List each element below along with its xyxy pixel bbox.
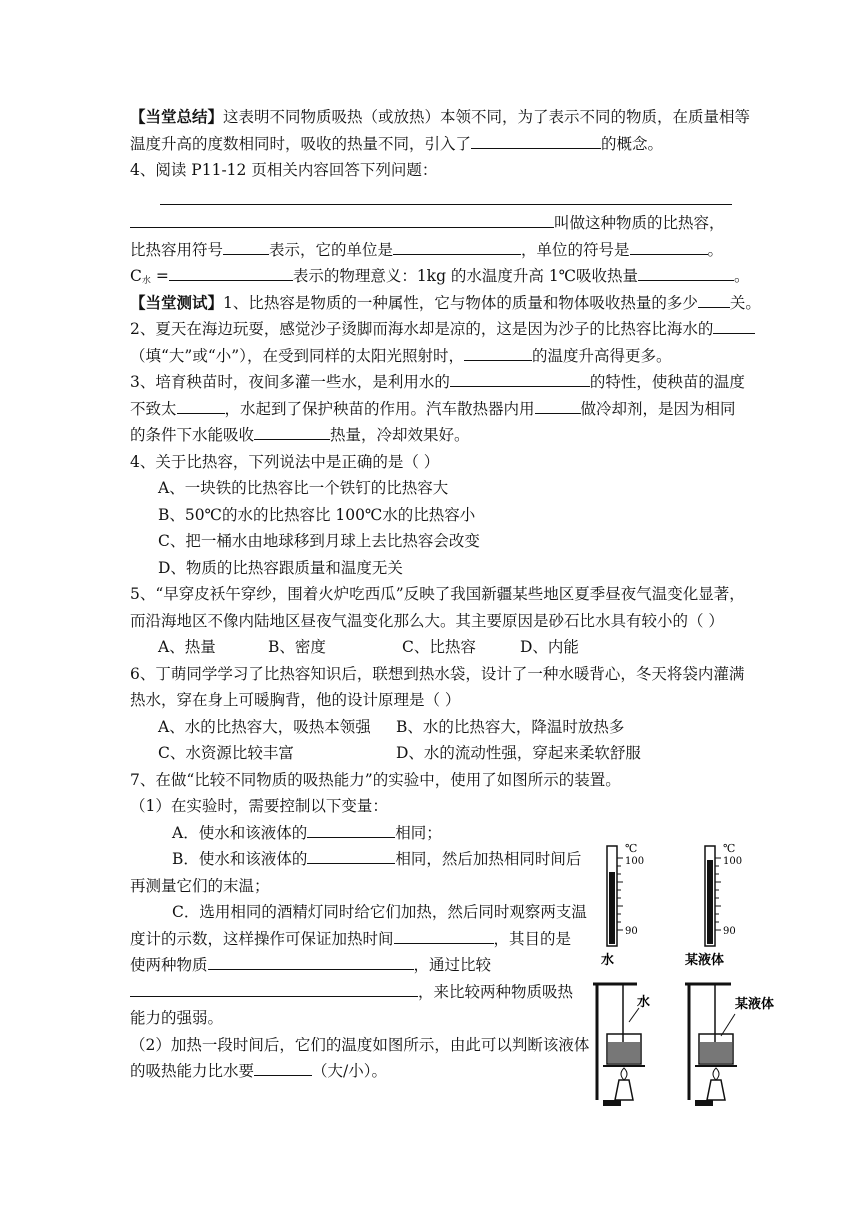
test-tag: 【当堂测试】: [130, 292, 224, 312]
test-q5-option-d[interactable]: D、内能: [520, 638, 579, 656]
test-q7-part2-line-1: （2）加热一段时间后，它们的温度如图所示，由此可以判断该液体: [130, 1035, 590, 1054]
test-q5-option-a[interactable]: A、热量: [158, 638, 216, 656]
answer-blank-full[interactable]: [160, 204, 732, 205]
answer-blank[interactable]: [307, 821, 395, 838]
test-q7-c-line-3: 使两种物质 ，通过比较: [130, 952, 732, 979]
answer-blank[interactable]: [638, 264, 734, 281]
thermometer-water: [601, 842, 644, 968]
answer-blank[interactable]: [254, 1059, 312, 1076]
answer-blank[interactable]: [713, 317, 755, 334]
test-q6-line-2: 热水，穿在身上可暖胸背，他的设计原理是（ ）: [130, 691, 461, 709]
test-q6-option-a[interactable]: A、水的比热容大，吸热本领强: [158, 717, 371, 736]
test-q5-option-b[interactable]: B、密度: [268, 638, 326, 656]
test-q2-line-2: （填“大”或“小”），在受到同样的太阳光照射时， 的温度升高得更多。: [130, 343, 732, 370]
test-q6-options-ab: [130, 714, 732, 741]
read-blank-line: [130, 184, 732, 211]
read-line-5: $C_水$ = 表示的物理意义：1kg 的水温度升高 1℃吸收热量 。: [130, 263, 732, 290]
test-q6-option-b[interactable]: B、水的比热容大，降温时放热多: [396, 717, 625, 736]
test-q7-c-line-4: ，来比较两种物质吸热: [130, 979, 732, 1006]
test-q7-c-line-1: C．选用相同的酒精灯同时给它们加热，然后同时观察两支温: [172, 903, 587, 921]
test-q5-line-1: 5、“早穿皮袄午穿纱，围着火炉吃西瓜”反映了我国新疆某些地区夏季昼夜气温变化显著，: [130, 585, 745, 603]
test-q7-a: A．使水和该液体的 相同；: [130, 820, 732, 847]
tick-label-90: 90: [625, 926, 638, 937]
test-q6-option-d[interactable]: D、水的流动性强，穿起来柔软舒服: [396, 744, 641, 762]
test-q6-option-c[interactable]: C、水资源比较丰富: [158, 744, 294, 762]
test-q7-b: B．使水和该液体的 相同，然后加热相同时间后: [130, 846, 732, 873]
answer-blank[interactable]: [471, 132, 601, 149]
test-q4: 4、关于比热容，下列说法中是正确的是（ ）: [130, 452, 440, 471]
test-q6-line-1: 6、丁萌同学学习了比热容知识后，联想到热水袋，设计了一种水暖背心，冬天将袋内灌满: [130, 664, 745, 683]
tag-liquid: 某液体: [735, 997, 775, 1012]
test-q7-c-line-2: 度计的示数，这样操作可保证加热时间 ，其目的是: [130, 926, 732, 953]
answer-blank[interactable]: [208, 953, 414, 970]
answer-blank[interactable]: [169, 264, 293, 281]
tick-label-100: 100: [625, 856, 645, 867]
apparatus-water: [593, 983, 650, 1106]
test-q4-option-a[interactable]: A、一块铁的比热容比一个铁钉的比热容大: [158, 479, 449, 497]
tag-water: 水: [637, 995, 651, 1010]
test-q4-option-c[interactable]: C、把一桶水由地球移到月球上去比热容会改变: [158, 532, 480, 550]
test-q7-b-cont: 再测量它们的末温；: [130, 876, 270, 895]
read-line-3: 叫做这种物质的比热容，: [130, 210, 732, 237]
experiment-figure: [585, 838, 785, 1118]
answer-blank[interactable]: [535, 397, 581, 414]
summary-line-1: 【当堂总结】这表明不同物质吸热（或放热）本领不同，为了表示不同的物质，在质量相等: [130, 107, 751, 126]
test-q7-part2-line-2: 的吸热能力比水要 （大/小）。: [130, 1058, 732, 1085]
answer-blank[interactable]: [630, 238, 708, 255]
answer-blank[interactable]: [223, 238, 269, 255]
test-q2-line-1: 2、夏天在海边玩耍，感觉沙子烫脚而海水却是凉的，这是因为沙子的比热容比海水的: [130, 316, 732, 343]
test-q4-option-b[interactable]: B、50℃的水的比热容比 100℃水的比热容小: [158, 505, 476, 524]
summary-line-2: 温度升高的度数相同时，吸收的热量不同，引入了 的概念。: [130, 131, 732, 158]
test-q3-line-1: 3、培育秧苗时，夜间多灌一些水，是利用水的 的特性，使秧苗的温度: [130, 369, 732, 396]
label-liquid: 某液体: [685, 953, 725, 968]
answer-blank[interactable]: [450, 370, 590, 387]
label-water: 水: [601, 953, 615, 968]
test-q7: 7、在做“比较不同物质的吸热能力”的实验中，使用了如图所示的装置。: [130, 770, 621, 789]
answer-blank[interactable]: [254, 423, 330, 440]
test-q5-line-2: 而沿海地区不像内陆地区昼夜气温变化那么大。其主要原因是砂石比水具有较小的（ ）: [130, 611, 724, 630]
thermometer-unit: ℃: [723, 842, 736, 855]
answer-blank[interactable]: [464, 344, 532, 361]
test-q5-options: [130, 634, 732, 661]
read-line-4: 比热容用符号 表示，它的单位是 ，单位的符号是 。: [130, 237, 732, 264]
answer-blank[interactable]: [130, 980, 418, 997]
summary-tag: 【当堂总结】: [130, 107, 224, 126]
answer-blank[interactable]: [177, 397, 225, 414]
test-q7-c-line-5: 能力的强弱。: [130, 1009, 224, 1027]
answer-blank[interactable]: [393, 238, 521, 255]
answer-blank[interactable]: [394, 927, 494, 944]
test-q3-line-3: 的条件下水能吸收 热量，冷却效果好。: [130, 422, 732, 449]
test-q6-options-cd: [130, 740, 732, 767]
test-q3-line-2: 不致太 ，水起到了保护秧苗的作用。汽车散热器内用 做冷却剂，是因为相同: [130, 396, 732, 423]
answer-blank[interactable]: [130, 211, 554, 228]
tick-label-100: 100: [723, 856, 743, 867]
test-q7-part1: （1）在实验时，需要控制以下变量：: [130, 797, 388, 815]
tick-label-90: 90: [723, 926, 736, 937]
answer-blank[interactable]: [307, 847, 395, 864]
apparatus-liquid: [685, 983, 774, 1106]
thermometer-unit: ℃: [625, 842, 638, 855]
answer-blank[interactable]: [698, 291, 730, 308]
test-q5-option-c[interactable]: C、比热容: [402, 638, 476, 656]
read-question: 4、阅读 P11-12 页相关内容回答下列问题：: [130, 161, 438, 179]
thermometer-liquid: [685, 842, 742, 968]
test-q1: 【当堂测试】1、比热容是物质的一种属性，它与物体的质量和物体吸收热量的多少 关。: [130, 292, 761, 312]
test-q4-option-d[interactable]: D、物质的比热容跟质量和温度无关: [158, 558, 403, 577]
